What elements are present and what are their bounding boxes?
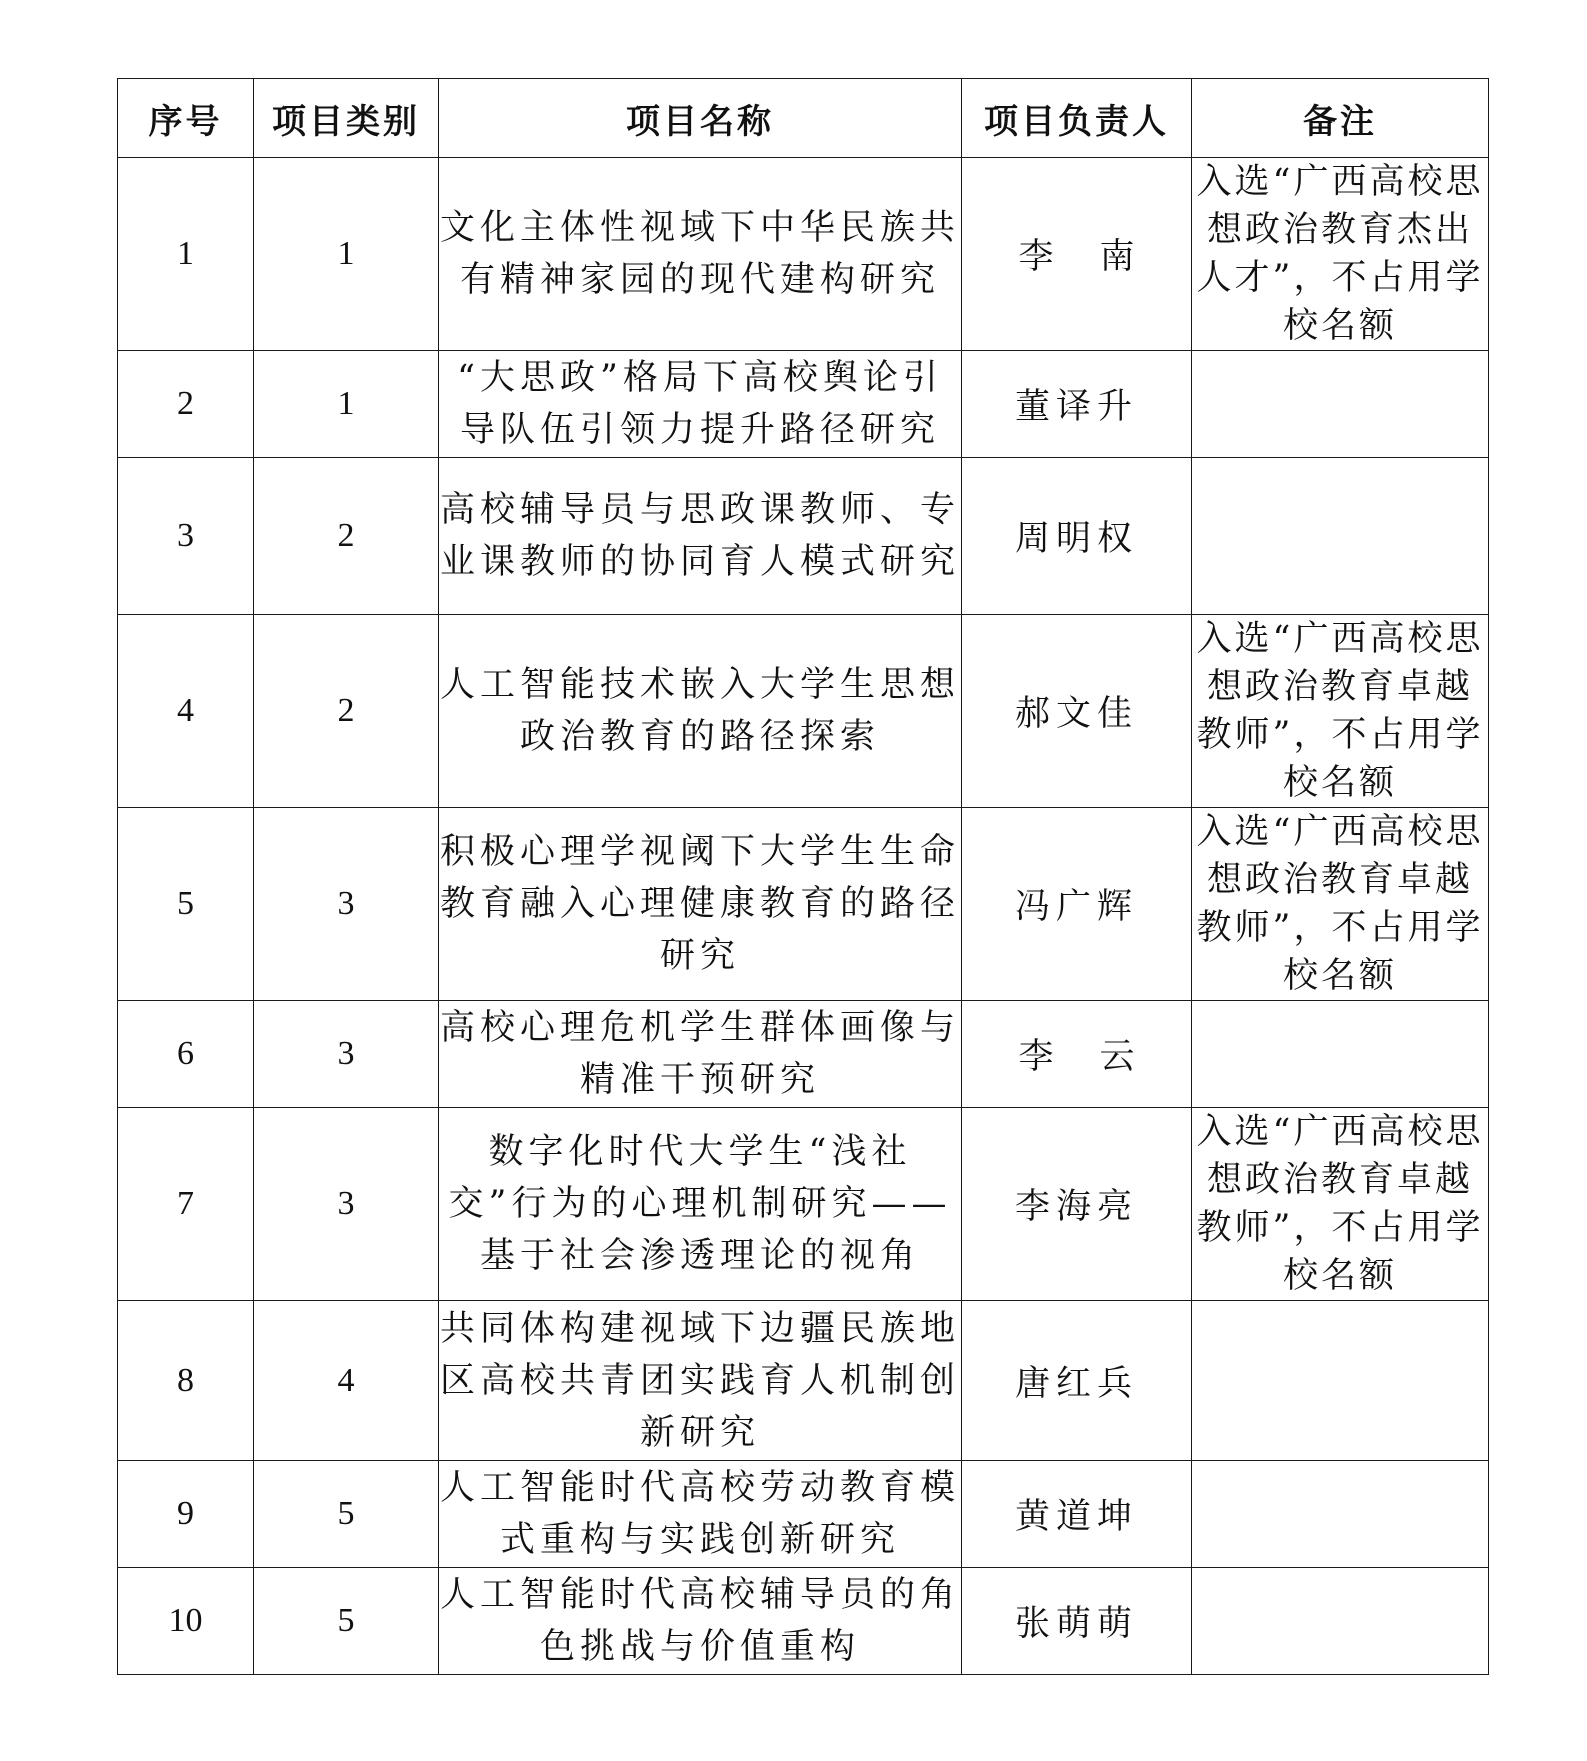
row-note: 入选“广西高校思想政治教育杰出人才”，不占用学校名额 <box>1192 158 1489 351</box>
row-project-name: 人工智能时代高校辅导员的角色挑战与价值重构 <box>439 1568 962 1675</box>
row-project-name: “大思政”格局下高校舆论引导队伍引领力提升路径研究 <box>439 351 962 458</box>
header-seq: 序号 <box>118 79 254 158</box>
row-seq: 1 <box>118 158 254 351</box>
row-project-name: 文化主体性视域下中华民族共有精神家园的现代建构研究 <box>439 158 962 351</box>
row-leader: 周明权 <box>962 458 1192 615</box>
row-project-name: 人工智能技术嵌入大学生思想政治教育的路径探索 <box>439 615 962 808</box>
row-seq: 10 <box>118 1568 254 1675</box>
header-note: 备注 <box>1192 79 1489 158</box>
row-seq: 5 <box>118 808 254 1001</box>
row-project-name: 数字化时代大学生“浅社交”行为的心理机制研究——基于社会渗透理论的视角 <box>439 1108 962 1301</box>
row-seq: 7 <box>118 1108 254 1301</box>
table-row <box>118 1108 1489 1301</box>
row-leader: 张萌萌 <box>962 1568 1192 1675</box>
table-row <box>118 615 1489 808</box>
row-leader: 冯广辉 <box>962 808 1192 1001</box>
table-row <box>118 351 1489 458</box>
row-category: 5 <box>254 1568 439 1675</box>
row-note <box>1192 351 1489 458</box>
row-seq: 3 <box>118 458 254 615</box>
row-note <box>1192 1461 1489 1568</box>
table-row <box>118 1568 1489 1675</box>
header-name: 项目名称 <box>439 79 962 158</box>
row-note: 入选“广西高校思想政治教育卓越教师”，不占用学校名额 <box>1192 808 1489 1001</box>
table-row <box>118 1461 1489 1568</box>
header-leader: 项目负责人 <box>962 79 1192 158</box>
row-category: 1 <box>254 158 439 351</box>
row-leader: 黄道坤 <box>962 1461 1192 1568</box>
row-project-name: 高校心理危机学生群体画像与精准干预研究 <box>439 1001 962 1108</box>
header-category: 项目类别 <box>254 79 439 158</box>
row-leader: 郝文佳 <box>962 615 1192 808</box>
row-note <box>1192 1301 1489 1461</box>
row-project-name: 共同体构建视域下边疆民族地区高校共青团实践育人机制创新研究 <box>439 1301 962 1461</box>
row-seq: 2 <box>118 351 254 458</box>
table-row <box>118 1301 1489 1461</box>
row-project-name: 人工智能时代高校劳动教育模式重构与实践创新研究 <box>439 1461 962 1568</box>
row-note <box>1192 1568 1489 1675</box>
row-note <box>1192 458 1489 615</box>
row-category: 2 <box>254 458 439 615</box>
row-note <box>1192 1001 1489 1108</box>
row-category: 2 <box>254 615 439 808</box>
table-row <box>118 1001 1489 1108</box>
row-category: 3 <box>254 808 439 1001</box>
row-category: 1 <box>254 351 439 458</box>
project-table <box>117 78 1489 1675</box>
row-note: 入选“广西高校思想政治教育卓越教师”，不占用学校名额 <box>1192 1108 1489 1301</box>
row-category: 3 <box>254 1001 439 1108</box>
table-row <box>118 808 1489 1001</box>
row-category: 5 <box>254 1461 439 1568</box>
row-project-name: 高校辅导员与思政课教师、专业课教师的协同育人模式研究 <box>439 458 962 615</box>
table-row <box>118 158 1489 351</box>
row-leader: 李南 <box>962 158 1192 351</box>
row-leader: 董译升 <box>962 351 1192 458</box>
row-leader: 李海亮 <box>962 1108 1192 1301</box>
table-row <box>118 458 1489 615</box>
row-seq: 4 <box>118 615 254 808</box>
row-category: 3 <box>254 1108 439 1301</box>
row-seq: 9 <box>118 1461 254 1568</box>
row-note: 入选“广西高校思想政治教育卓越教师”，不占用学校名额 <box>1192 615 1489 808</box>
header-row <box>118 79 1489 158</box>
row-leader: 李云 <box>962 1001 1192 1108</box>
row-seq: 6 <box>118 1001 254 1108</box>
row-seq: 8 <box>118 1301 254 1461</box>
row-project-name: 积极心理学视阈下大学生生命教育融入心理健康教育的路径研究 <box>439 808 962 1001</box>
row-category: 4 <box>254 1301 439 1461</box>
row-leader: 唐红兵 <box>962 1301 1192 1461</box>
